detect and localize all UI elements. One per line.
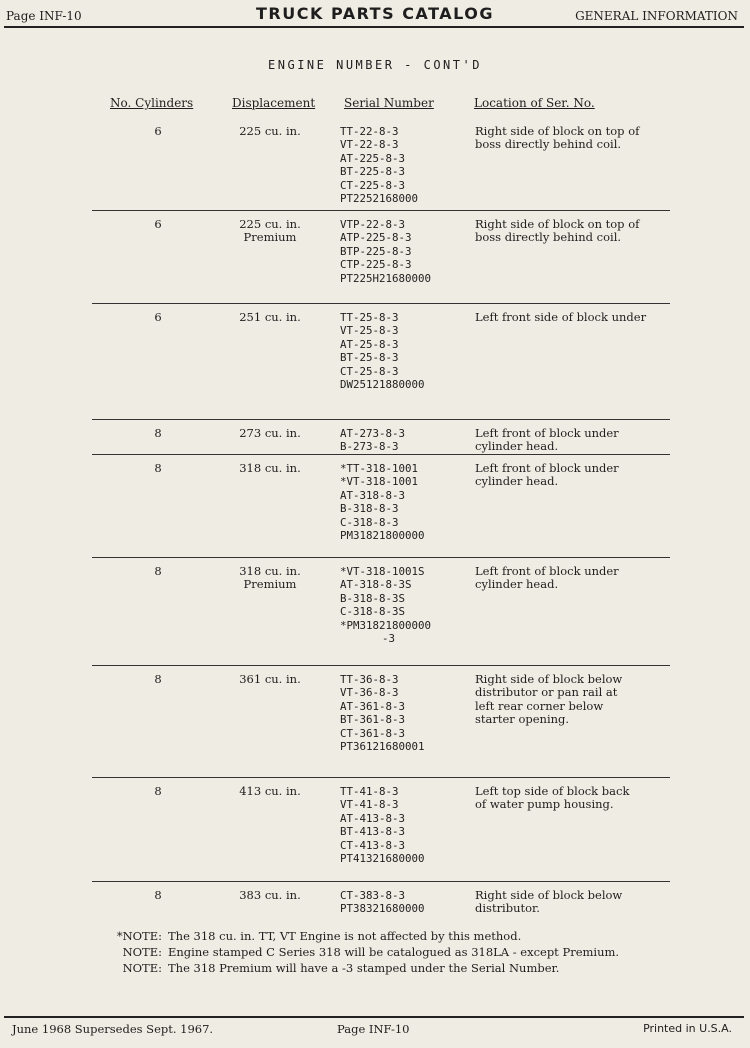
location-cell — [475, 218, 685, 245]
serial-number: BT-361-8-3 — [340, 713, 406, 727]
location-line: Right side of block on top of — [475, 217, 640, 231]
location-cell — [475, 889, 685, 916]
serial-number: B-318-8-3S — [340, 591, 406, 605]
serial-number: VT-41-8-3 — [340, 798, 399, 812]
header-section: GENERAL INFORMATION — [575, 9, 738, 23]
location-line: left rear corner below — [475, 698, 604, 713]
displacement-line: 251 cu. in. — [239, 310, 301, 324]
serial-number: PT38321680000 — [340, 902, 425, 916]
serial-cell — [340, 673, 464, 753]
cylinders-cell: 8 — [154, 461, 162, 475]
cylinders-cell: 6 — [154, 124, 162, 138]
serial-number: BTP-225-8-3 — [340, 244, 412, 258]
serial-number: B-273-8-3 — [340, 440, 399, 454]
page-header — [0, 0, 750, 28]
serial-number: AT-273-8-3 — [340, 427, 406, 440]
location-line: cylinder head. — [475, 474, 559, 489]
header-page-ref: Page INF-10 — [6, 9, 82, 23]
footer-divider — [4, 1016, 744, 1018]
location-cell — [475, 785, 685, 812]
note-text: Engine stamped C Series 318 will be catalogued as 318LA - except Premium. — [168, 945, 620, 959]
column-header-displacement: Displacement — [232, 96, 316, 110]
serial-number: AT-318-8-3 — [340, 488, 406, 502]
location-line: distributor. — [475, 901, 540, 916]
location-line: distributor or pan rail at — [475, 685, 618, 700]
serial-number: DW25121880000 — [340, 378, 425, 392]
row-divider — [92, 881, 670, 882]
serial-number: CT-383-8-3 — [340, 889, 406, 902]
engine-table — [0, 125, 750, 943]
serial-number: TT-36-8-3 — [340, 673, 399, 686]
displacement-cell — [222, 311, 318, 324]
location-line: Left front of block under — [475, 461, 619, 475]
row-divider — [92, 777, 670, 778]
displacement-line: Premium — [243, 577, 297, 592]
note-label: NOTE: — [122, 961, 162, 975]
serial-number: *VT-318-1001S — [340, 565, 425, 578]
footer-date: June 1968 Supersedes Sept. 1967. — [12, 1022, 214, 1036]
displacement-cell — [222, 218, 318, 245]
serial-number: PT41321680000 — [340, 852, 425, 866]
displacement-line: 383 cu. in. — [239, 888, 301, 902]
column-header-location: Location of Ser. No. — [474, 96, 595, 110]
displacement-cell — [222, 125, 318, 138]
location-line: starter opening. — [475, 712, 570, 727]
location-cell — [475, 311, 685, 324]
serial-number: B-318-8-3 — [340, 502, 399, 516]
catalog-title: TRUCK PARTS CATALOG — [256, 4, 494, 23]
table-row — [0, 673, 750, 785]
location-cell — [475, 125, 685, 152]
serial-number: BT-413-8-3 — [340, 825, 406, 839]
row-divider — [92, 454, 670, 455]
location-line: Left top side of block back — [475, 784, 630, 798]
row-divider — [92, 557, 670, 558]
note-label: *NOTE: — [116, 929, 162, 943]
location-cell — [475, 565, 685, 592]
serial-number: CTP-225-8-3 — [340, 258, 412, 272]
header-divider — [4, 26, 744, 28]
table-row — [0, 785, 750, 889]
note-line — [104, 928, 619, 944]
cylinders-cell: 8 — [154, 888, 162, 902]
displacement-line: 361 cu. in. — [239, 672, 301, 686]
table-row — [0, 462, 750, 565]
cylinders-cell: 8 — [154, 672, 162, 686]
location-line: Left front side of block under — [475, 310, 647, 324]
serial-number: CT-413-8-3 — [340, 838, 406, 852]
row-divider — [92, 665, 670, 666]
serial-number: TT-25-8-3 — [340, 311, 399, 324]
table-row — [0, 427, 750, 462]
serial-number: CT-361-8-3 — [340, 726, 406, 740]
cylinders-cell: 8 — [154, 564, 162, 578]
serial-number: CT-25-8-3 — [340, 364, 399, 378]
table-row — [0, 565, 750, 673]
location-line: cylinder head. — [475, 439, 559, 454]
displacement-cell — [222, 565, 318, 592]
displacement-line: Premium — [243, 230, 297, 245]
displacement-line: 225 cu. in. — [239, 217, 301, 231]
serial-number: PT225H21680000 — [340, 271, 432, 285]
serial-number: *TT-318-1001 — [340, 462, 419, 475]
displacement-cell — [222, 462, 318, 475]
serial-cell — [340, 311, 464, 391]
note-text: The 318 cu. in. TT, VT Engine is not affected by this method. — [168, 929, 522, 943]
serial-number: VTP-22-8-3 — [340, 218, 406, 231]
serial-number: AT-225-8-3 — [340, 151, 406, 165]
footer-page: Page INF-10 — [337, 1022, 410, 1036]
location-cell — [475, 427, 685, 454]
location-line: Right side of block below — [475, 672, 623, 686]
serial-number: BT-25-8-3 — [340, 351, 399, 365]
table-row — [0, 125, 750, 218]
serial-number: *PM31821800000 — [340, 618, 432, 632]
serial-number: C-318-8-3 — [340, 515, 399, 529]
serial-number: AT-318-8-3S — [340, 578, 412, 592]
location-line: Right side of block below — [475, 888, 623, 902]
location-cell — [475, 462, 685, 489]
footer-printed: Printed in U.S.A. — [643, 1022, 732, 1035]
row-divider — [92, 419, 670, 420]
table-header — [0, 96, 750, 116]
serial-number: PM31821800000 — [340, 529, 425, 543]
serial-cell — [340, 427, 464, 454]
table-row — [0, 218, 750, 311]
displacement-line: 318 cu. in. — [239, 564, 301, 578]
note-line — [104, 960, 619, 976]
displacement-cell — [222, 889, 318, 902]
location-line: cylinder head. — [475, 577, 559, 592]
serial-number: AT-25-8-3 — [340, 337, 399, 351]
displacement-line: 413 cu. in. — [239, 784, 301, 798]
serial-number: *VT-318-1001 — [340, 475, 419, 489]
serial-number: PT36121680001 — [340, 740, 425, 754]
serial-cell — [340, 125, 464, 205]
serial-cell — [340, 218, 464, 285]
displacement-line: 318 cu. in. — [239, 461, 301, 475]
cylinders-cell: 6 — [154, 310, 162, 324]
serial-number: ATP-225-8-3 — [340, 231, 412, 245]
serial-number: -3 — [382, 632, 396, 646]
serial-number: AT-413-8-3 — [340, 811, 406, 825]
location-line: Right side of block on top of — [475, 124, 640, 138]
serial-number: BT-225-8-3 — [340, 165, 406, 179]
serial-number: VT-22-8-3 — [340, 138, 399, 152]
location-line: Left front of block under — [475, 564, 619, 578]
column-header-serial: Serial Number — [344, 96, 434, 110]
serial-cell — [340, 785, 464, 865]
column-header-cylinders: No. Cylinders — [110, 96, 194, 110]
row-divider — [92, 210, 670, 211]
serial-number: VT-25-8-3 — [340, 324, 399, 338]
displacement-cell — [222, 785, 318, 798]
location-cell — [475, 673, 685, 727]
location-line: Left front of block under — [475, 426, 619, 440]
note-line — [104, 944, 619, 960]
serial-cell — [340, 462, 464, 542]
serial-number: VT-36-8-3 — [340, 686, 399, 700]
cylinders-cell: 8 — [154, 784, 162, 798]
displacement-cell — [222, 673, 318, 686]
displacement-line: 273 cu. in. — [239, 426, 301, 440]
cylinders-cell: 8 — [154, 426, 162, 440]
serial-number: PT2252168000 — [340, 192, 419, 206]
row-divider — [92, 303, 670, 304]
serial-number: TT-41-8-3 — [340, 785, 399, 798]
serial-number: AT-361-8-3 — [340, 699, 406, 713]
displacement-cell — [222, 427, 318, 440]
note-label: NOTE: — [122, 945, 162, 959]
serial-number: CT-225-8-3 — [340, 178, 406, 192]
serial-cell — [340, 889, 464, 916]
serial-number: TT-22-8-3 — [340, 125, 399, 138]
cylinders-cell: 6 — [154, 217, 162, 231]
note-text: The 318 Premium will have a -3 stamped under the Serial Number. — [168, 961, 560, 975]
serial-number: C-318-8-3S — [340, 605, 406, 619]
table-row — [0, 311, 750, 427]
notes-block — [104, 928, 619, 976]
location-line: boss directly behind coil. — [475, 230, 622, 245]
displacement-line: 225 cu. in. — [239, 124, 301, 138]
page-title: ENGINE NUMBER - CONT'D — [268, 58, 482, 72]
location-line: boss directly behind coil. — [475, 137, 622, 152]
serial-cell — [340, 565, 464, 645]
location-line: of water pump housing. — [475, 797, 614, 812]
